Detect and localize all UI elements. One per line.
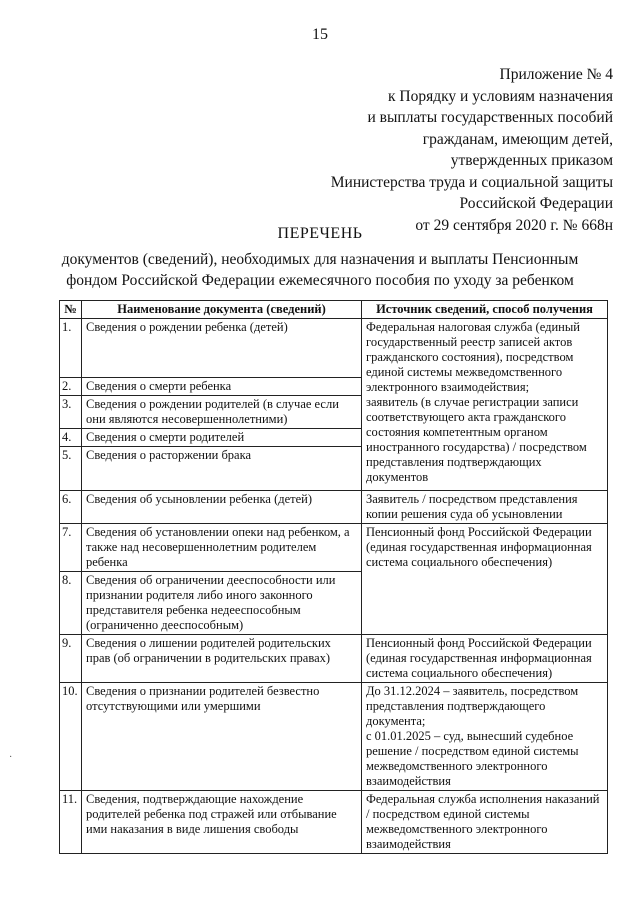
document-name: Сведения о лишении родителей родительских прав (об ограничении в родительских правах) bbox=[82, 635, 362, 683]
document-title: ПЕРЕЧЕНЬ bbox=[277, 225, 363, 242]
document-name: Сведения о смерти ребенка bbox=[82, 378, 362, 396]
table-row bbox=[60, 524, 608, 572]
source-text: Федеральная налоговая служба (единый государственный реестр записей актов гражданского состояния), посредством единой системы межведомственного электронного взаимодействия; bbox=[366, 320, 580, 394]
subtitle-line: фондом Российской Федерации ежемесячного пособия по уходу за ребенком bbox=[66, 272, 574, 289]
row-number: 3. bbox=[60, 396, 82, 429]
source-cell: Пенсионный фонд Российской Федерации (единая государственная информационная система социального обеспечения) bbox=[362, 524, 608, 635]
row-number: 6. bbox=[60, 491, 82, 524]
header-number: № bbox=[60, 301, 82, 319]
margin-dot: · bbox=[9, 752, 13, 763]
table-row bbox=[60, 491, 608, 524]
document-subtitle bbox=[0, 249, 640, 291]
appendix-line: Министерства труда и социальной защиты bbox=[330, 173, 613, 191]
source-cell bbox=[362, 683, 608, 791]
document-name: Сведения об усыновлении ребенка (детей) bbox=[82, 491, 362, 524]
table-header-row bbox=[60, 301, 608, 319]
source-text: с 01.01.2025 – суд, вынесший судебное решение / посредством единой системы межведомственного электронного взаимодействия bbox=[366, 729, 579, 788]
row-number: 9. bbox=[60, 635, 82, 683]
document-name: Сведения о расторжении брака bbox=[82, 447, 362, 491]
document-name: Сведения о рождении родителей (в случае если они являются несовершеннолетними) bbox=[82, 396, 362, 429]
table-row bbox=[60, 683, 608, 791]
appendix-line: гражданам, имеющим детей, bbox=[422, 130, 613, 148]
row-number: 1. bbox=[60, 319, 82, 378]
header-source: Источник сведений, способ получения bbox=[362, 301, 608, 319]
document-name: Сведения о смерти родителей bbox=[82, 429, 362, 447]
document-name: Сведения о признании родителей безвестно отсутствующими или умершими bbox=[82, 683, 362, 791]
appendix-block bbox=[331, 64, 613, 236]
source-cell: Заявитель / посредством представления копии решения суда об усыновлении bbox=[362, 491, 608, 524]
table-row bbox=[60, 635, 608, 683]
source-cell: Федеральная служба исполнения наказаний / посредством единой системы межведомственного электронного взаимодействия bbox=[362, 791, 608, 854]
document-name: Сведения об ограничении дееспособности или признании родителя либо иного законного представителя ребенка недееспособным (ограниченно дееспособным) bbox=[82, 572, 362, 635]
row-number: 10. bbox=[60, 683, 82, 791]
appendix-line: и выплаты государственных пособий bbox=[367, 109, 613, 126]
source-cell bbox=[362, 319, 608, 491]
appendix-line: к Порядку и условиям назначения bbox=[387, 87, 613, 105]
document-name: Сведения об установлении опеки над ребенком, а также над несовершеннолетним родителем ребенка bbox=[82, 524, 362, 572]
row-number: 2. bbox=[60, 378, 82, 396]
subtitle-line: документов (сведений), необходимых для назначения и выплаты Пенсионным bbox=[61, 251, 579, 268]
row-number: 11. bbox=[60, 791, 82, 854]
source-text: заявитель (в случае регистрации записи соответствующего акта гражданского состояния компетентным органом иностранного государства) / посредством представления подтверждающих документов bbox=[366, 395, 587, 484]
appendix-line: Российской Федерации bbox=[459, 195, 613, 212]
row-number: 5. bbox=[60, 447, 82, 491]
table-row bbox=[60, 319, 608, 378]
table-row bbox=[60, 791, 608, 854]
header-document-name: Наименование документа (сведений) bbox=[82, 301, 362, 319]
source-text: До 31.12.2024 – заявитель, посредством представления подтверждающего документа; bbox=[366, 684, 579, 728]
row-number: 4. bbox=[60, 429, 82, 447]
document-name: Сведения, подтверждающие нахождение родителей ребенка под стражей или отбывание ими наказания в виде лишения свободы bbox=[82, 791, 362, 854]
row-number: 7. bbox=[60, 524, 82, 572]
appendix-line: утвержденных приказом bbox=[450, 152, 613, 169]
appendix-line: Приложение № 4 bbox=[499, 66, 613, 83]
source-cell: Пенсионный фонд Российской Федерации (единая государственная информационная система социального обеспечения) bbox=[362, 635, 608, 683]
document-name: Сведения о рождении ребенка (детей) bbox=[82, 319, 362, 378]
appendix-line: от 29 сентября 2020 г. № 668н bbox=[415, 216, 613, 234]
page-number: 15 bbox=[312, 26, 328, 43]
row-number: 8. bbox=[60, 572, 82, 635]
documents-table bbox=[59, 300, 608, 854]
